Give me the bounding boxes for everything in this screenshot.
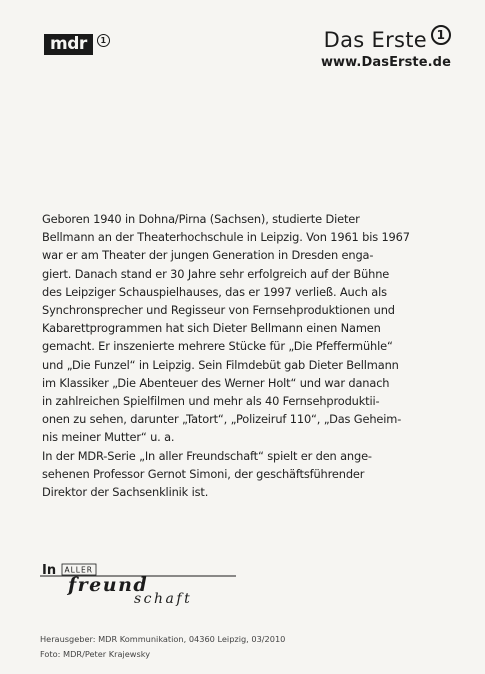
bio-line: In der MDR-Serie „In aller Freundschaft“ spielt er den ange-	[42, 448, 372, 463]
das-erste-title-row	[321, 28, 451, 52]
bio-line: sehenen Professor Gernot Simoni, der geschäftsführender	[42, 466, 365, 481]
publisher-credit: Herausgeber: MDR Kommunikation, 04360 Leipzig, 03/2010	[40, 634, 286, 644]
das-erste-logo	[321, 28, 451, 70]
ard-one-logo-icon: 1	[431, 25, 451, 45]
bio-line: onen zu sehen, darunter „Tatort“, „Polizeiruf 110“, „Das Geheim-	[42, 412, 402, 427]
logo-aller-text: ALLER	[64, 565, 93, 575]
das-erste-url: www.DasErste.de	[320, 55, 451, 70]
bio-line: gemacht. Er inszenierte mehrere Stücke für „Die Pfeffermühle“	[42, 339, 393, 354]
bio-line: im Klassiker „Die Abenteuer des Werner Holt“ und war danach	[42, 375, 390, 390]
logo-schaft-text: schaft	[134, 591, 193, 607]
bio-line: nis meiner Mutter“ u. a.	[42, 430, 175, 445]
bio-line: Kabarettprogrammen hat sich Dieter Bellmann einen Namen	[42, 321, 381, 336]
logo-freund-text: freund	[68, 574, 149, 596]
biography-text	[42, 210, 454, 501]
bio-line: Bellmann an der Theaterhochschule in Leipzig. Von 1961 bis 1967	[42, 230, 410, 245]
ard-one-icon: 1	[97, 34, 110, 47]
in-aller-freundschaft-logo	[40, 560, 240, 610]
bio-line: war er am Theater der jungen Generation in Dresden enga-	[42, 248, 374, 263]
mdr-logo	[44, 34, 110, 55]
bio-line: und „Die Funzel“ in Leipzig. Sein Filmdebüt gab Dieter Bellmann	[42, 357, 399, 372]
bio-line: Direktor der Sachsenklinik ist.	[42, 485, 209, 500]
footer-credits	[40, 632, 285, 662]
bio-line: Geboren 1940 in Dohna/Pirna (Sachsen), studierte Dieter	[42, 212, 360, 226]
bio-line: Synchronsprecher und Regisseur von Fernsehproduktionen und	[42, 303, 395, 318]
das-erste-title: Das Erste	[323, 28, 427, 52]
photo-credit: Foto: MDR/Peter Krajewsky	[40, 649, 151, 659]
bio-line: in zahlreichen Spielfilmen und mehr als 40 Fernsehproduktii-	[42, 394, 380, 409]
mdr-logo-text: mdr	[44, 34, 93, 55]
logo-in-text: In	[42, 563, 57, 578]
bio-line: des Leipziger Schauspielhauses, das er 1997 verließ. Auch als	[42, 284, 387, 299]
bio-line: giert. Danach stand er 30 Jahre sehr erfolgreich auf der Bühne	[42, 266, 390, 281]
